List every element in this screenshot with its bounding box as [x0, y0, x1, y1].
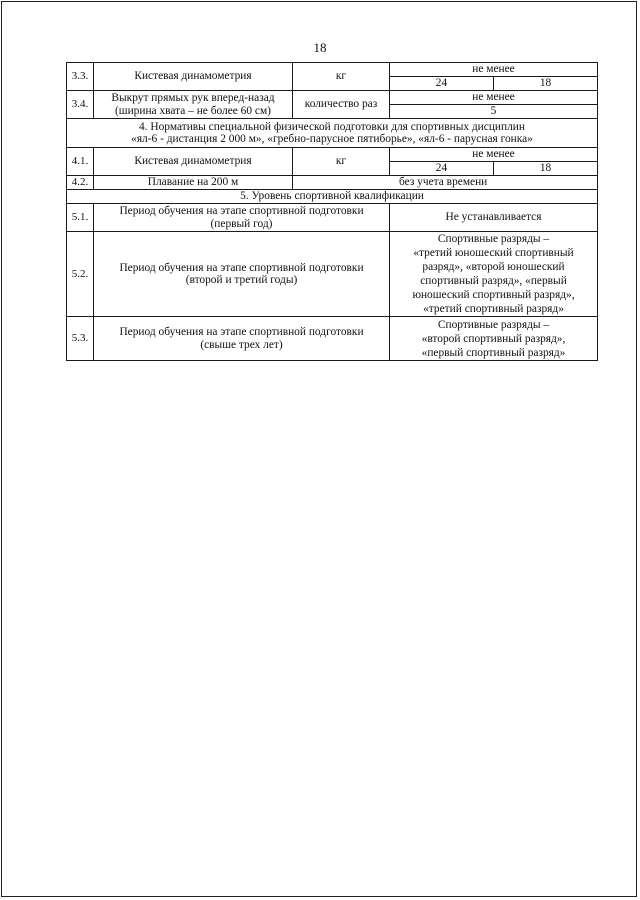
table-row	[67, 232, 598, 317]
value-cell: 18	[494, 77, 598, 91]
page-number: 18	[313, 40, 327, 55]
section-header	[67, 119, 598, 148]
period-name-line: Период обучения на этапе спортивной подготовки	[119, 205, 364, 217]
norm-name-line: (ширина хвата – не более 60 см)	[115, 104, 271, 117]
section-header-row	[67, 190, 598, 204]
qualification-line: юношеский спортивный разряд»,	[412, 289, 575, 301]
norm-name-line: Выкрут прямых рук вперед-назад	[111, 92, 275, 104]
norm-name: Кистевая динамометрия	[94, 63, 293, 91]
table-row	[67, 317, 598, 361]
qualification-line: «первый спортивный разряд»	[421, 346, 566, 359]
period-name-line: Период обучения на этапе спортивной подготовки	[119, 261, 364, 274]
row-number: 4.2.	[67, 176, 94, 190]
row-number: 3.3.	[67, 63, 94, 91]
row-number: 5.3.	[67, 317, 94, 361]
period-name	[94, 232, 390, 317]
qualification-line: «третий юношеский спортивный	[413, 247, 574, 259]
period-name-line: (свыше трех лет)	[200, 338, 283, 351]
note-cell: не менее	[390, 63, 598, 77]
table-row	[67, 176, 598, 190]
section-header-line: 4. Нормативы специальной физической подготовки для спортивных дисциплин	[138, 120, 526, 133]
table-row	[67, 148, 598, 162]
period-name-line: (второй и третий годы)	[185, 274, 298, 286]
qualification-line: спортивный разряд», «первый	[420, 275, 567, 287]
unit-cell: количество раз	[293, 91, 390, 119]
table-row	[67, 204, 598, 232]
qualification-line: Спортивные разряды –	[437, 318, 550, 331]
row-number: 5.1.	[67, 204, 94, 232]
value-cell: 18	[494, 162, 598, 176]
section-header: 5. Уровень спортивной квалификации	[67, 190, 598, 204]
norm-name	[94, 91, 293, 119]
norm-name: Плавание на 200 м	[94, 176, 293, 190]
value-cell: 5	[390, 105, 598, 119]
table-row	[67, 91, 598, 105]
qualification-cell	[390, 232, 598, 317]
standards-table	[66, 62, 598, 361]
value-cell: 24	[390, 162, 494, 176]
value-cell: 24	[390, 77, 494, 91]
unit-cell: кг	[293, 148, 390, 176]
row-number: 5.2.	[67, 232, 94, 317]
qualification-cell	[390, 317, 598, 361]
table-row	[67, 63, 598, 77]
qualification-line: «третий спортивный разряд»	[423, 303, 564, 315]
period-name	[94, 317, 390, 361]
period-name	[94, 204, 390, 232]
unit-cell: кг	[293, 63, 390, 91]
row-number: 4.1.	[67, 148, 94, 176]
norm-name: Кистевая динамометрия	[94, 148, 293, 176]
period-name-line: Период обучения на этапе спортивной подготовки	[119, 326, 364, 338]
qualification-line: Спортивные разряды –	[437, 233, 550, 245]
value-cell: без учета времени	[293, 176, 598, 190]
section-header-row	[67, 119, 598, 148]
qualification-cell: Не устанавливается	[390, 204, 598, 232]
row-number: 3.4.	[67, 91, 94, 119]
period-name-line: (первый год)	[210, 217, 273, 230]
qualification-line: разряд», «второй юношеский	[422, 261, 565, 273]
section-header-line: «ял-6 - дистанция 2 000 м», «гребно-парусное пятиборье», «ял-6 - парусная гонка»	[131, 133, 533, 145]
note-cell: не менее	[390, 148, 598, 162]
qualification-line: «второй спортивный разряд»,	[421, 332, 566, 345]
note-cell: не менее	[390, 91, 598, 105]
